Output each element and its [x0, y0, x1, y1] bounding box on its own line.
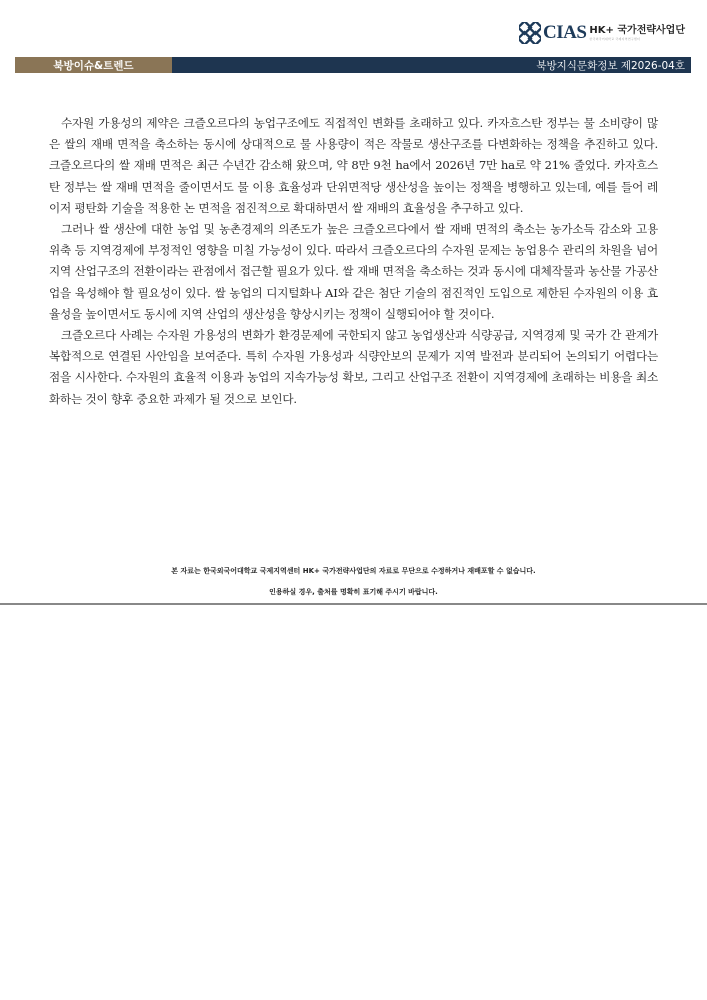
section-label: 북방이슈&트렌드	[15, 57, 172, 73]
copyright-notice: 본 자료는 한국외국어대학교 국제지역센터 HK+ 국가전략사업단의 자료로 무단으로 수정하거나 재배포할 수 없습니다.	[171, 567, 536, 575]
issue-number: 북방지식문화정보 제2026-04호	[172, 57, 691, 73]
logo-brand: CIAS	[542, 22, 587, 43]
header-bar	[15, 57, 691, 73]
footer-divider	[0, 603, 707, 605]
paragraph: 수자원 가용성의 제약은 크즐오르다의 농업구조에도 직접적인 변화를 초래하고 있다. 카자흐스탄 정부는 물 소비량이 많은 쌀의 재배 면적을 축소하는 동시에 상대적으로 물 사용량이 적은 작물로 생산구조를 다변화하는 정책을 추진하고 있다. 크즐오르다의 쌀 재배 면적은 최근 수년간 감소해 왔으며, 약 8만 9천 ha에서 2026년 7만 ha로 약 21% 줄었다. 카자흐스탄 정부는 쌀 재배 면적을 줄이면서도 물 이용 효율성과 단위면적당 생산성을 높이는 정책을 병행하고 있는데, 예를 들어 레이저 평탄화 기술을 적용한 논 면적을 점진적으로 확대하면서 쌀 재배의 효율성을 추구하고 있다.	[49, 116, 658, 215]
cias-logo	[519, 22, 685, 44]
paragraph: 그러나 쌀 생산에 대한 농업 및 농촌경제의 의존도가 높은 크즐오르다에서 쌀 재배 면적의 축소는 농가소득 감소와 고용 위축 등 지역경제에 부정적인 영향을 미칠 가능성이 있다. 따라서 크즐오르다의 수자원 문제는 농업용수 관리의 차원을 넘어 지역 산업구조의 전환이라는 관점에서 접근할 필요가 있다. 쌀 재배 면적을 축소하는 것과 동시에 대체작물과 농산물 가공산업을 육성해야 할 필요성이 있다. 쌀 농업의 디지털화나 AI와 같은 첨단 기술의 점진적인 도입으로 제한된 수자원의 이용 효율성을 높이면서도 동시에 지역 산업의 생산성을 향상시키는 정책이 실행되어야 할 것이다.	[49, 222, 658, 321]
cias-emblem-icon	[519, 22, 541, 44]
logo-program: HK+ 국가전략사업단	[589, 24, 685, 36]
paragraph: 크즐오르다 사례는 수자원 가용성의 변화가 환경문제에 국한되지 않고 농업생산과 식량공급, 지역경제 및 국가 간 관계가 복합적으로 연결된 사안임을 보여준다. 특히 수자원 가용성과 식량안보의 문제가 지역 발전과 분리되어 논의되기 어렵다는 점을 시사한다. 수자원의 효율적 이용과 농업의 지속가능성 확보, 그리고 산업구조 전환이 지역경제에 초래하는 비용을 최소화하는 것이 향후 중요한 과제가 될 것으로 보인다.	[49, 328, 658, 406]
logo-subline: 한국외국어대학교 국제지역연구센터	[589, 36, 641, 41]
citation-notice: 인용하실 경우, 출처를 명확히 표기해 주시기 바랍니다.	[269, 588, 438, 596]
article-body	[49, 113, 658, 410]
